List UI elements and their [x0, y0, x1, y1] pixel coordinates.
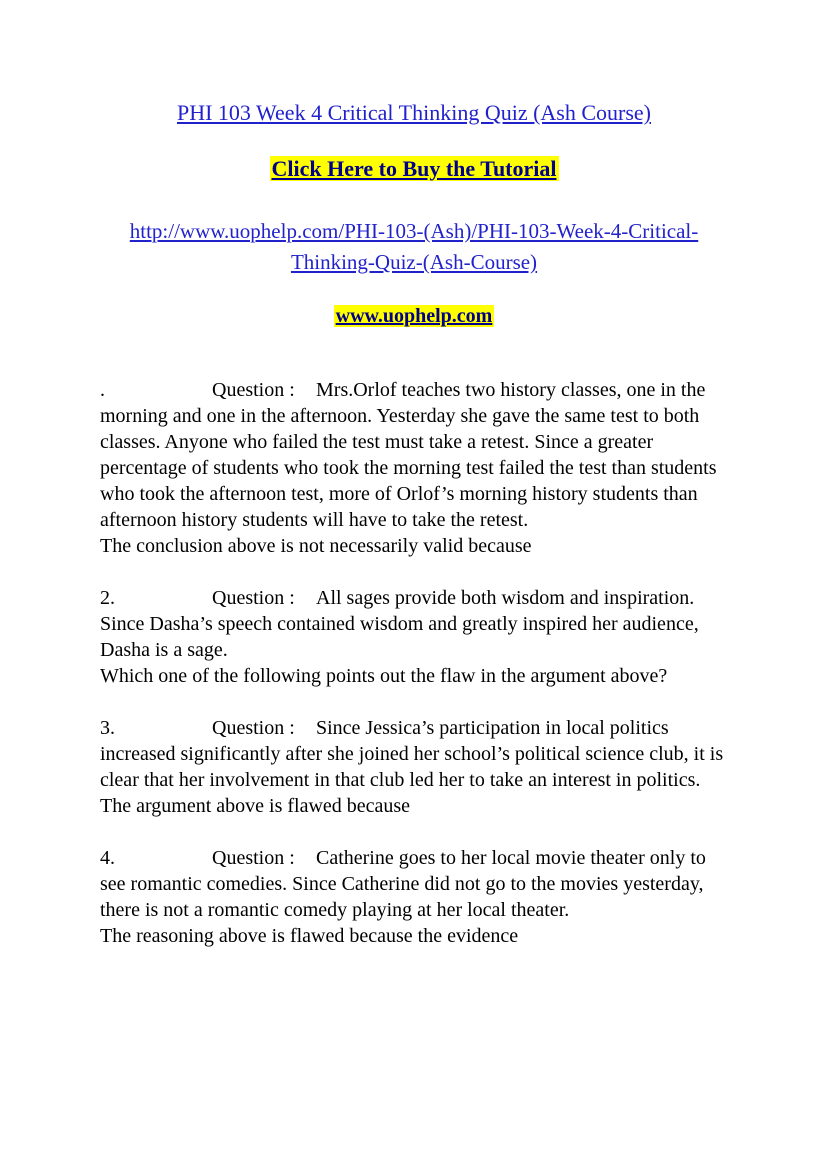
question-block [100, 377, 728, 559]
buy-tutorial-line [100, 154, 728, 187]
question-number: 4. [100, 847, 115, 869]
buy-tutorial-link[interactable]: Click Here to Buy the Tutorial [271, 156, 557, 181]
question-follow-up: The reasoning above is flawed because the evidence [100, 925, 519, 947]
question-number: 2. [100, 587, 115, 609]
site-link-line [100, 301, 728, 333]
question-label: Question : [212, 847, 295, 869]
question-prompt-line [100, 377, 728, 533]
document-content [100, 98, 728, 949]
question-follow-up: Which one of the following points out the flaw in the argument above? [100, 665, 668, 687]
site-link[interactable]: www.uophelp.com [335, 305, 493, 327]
question-prompt: Since Jessica’s participation in local politics increased significantly after she joined her school’s political science club, it is clear that her involvement in that club led her to take an interest in politics. [100, 717, 724, 791]
question-prompt: All sages provide both wisdom and inspiration. Since Dasha’s speech contained wisdom and greatly inspired her audience, Dasha is a sage. [100, 587, 699, 661]
question-label: Question : [212, 717, 295, 739]
question-prompt: Catherine goes to her local movie theater only to see romantic comedies. Since Catherine did not go to the movies yesterday, there is not a romantic comedy playing at her local theater. [100, 847, 706, 921]
tutorial-url-line [100, 217, 728, 279]
page-title [100, 98, 728, 128]
question-block [100, 845, 728, 949]
title-link[interactable]: PHI 103 Week 4 Critical Thinking Quiz (Ash Course) [176, 100, 652, 125]
question-label: Question : [212, 587, 295, 609]
question-block [100, 585, 728, 689]
question-prompt: Mrs.Orlof teaches two history classes, one in the morning and one in the afternoon. Yesterday she gave the same test to both classes. Anyone who failed the test must take a retest. Since a greater percentage of students who took the morning test failed the test than students who took the afternoon test, more of Orlof’s morning history students than afternoon history students will have to take the retest. [100, 379, 717, 531]
question-number: 3. [100, 717, 115, 739]
question-block [100, 715, 728, 819]
question-follow-up: The argument above is flawed because [100, 795, 411, 817]
question-prompt-line [100, 845, 728, 923]
question-number: . [100, 379, 105, 401]
tutorial-url-link[interactable]: http://www.uophelp.com/PHI-103-(Ash)/PHI-103-Week-4-Critical-Thinking-Quiz-(Ash-Course) [129, 219, 699, 274]
question-prompt-line [100, 715, 728, 793]
question-prompt-line [100, 585, 728, 663]
question-follow-up: The conclusion above is not necessarily valid because [100, 535, 532, 557]
question-label: Question : [212, 379, 295, 401]
